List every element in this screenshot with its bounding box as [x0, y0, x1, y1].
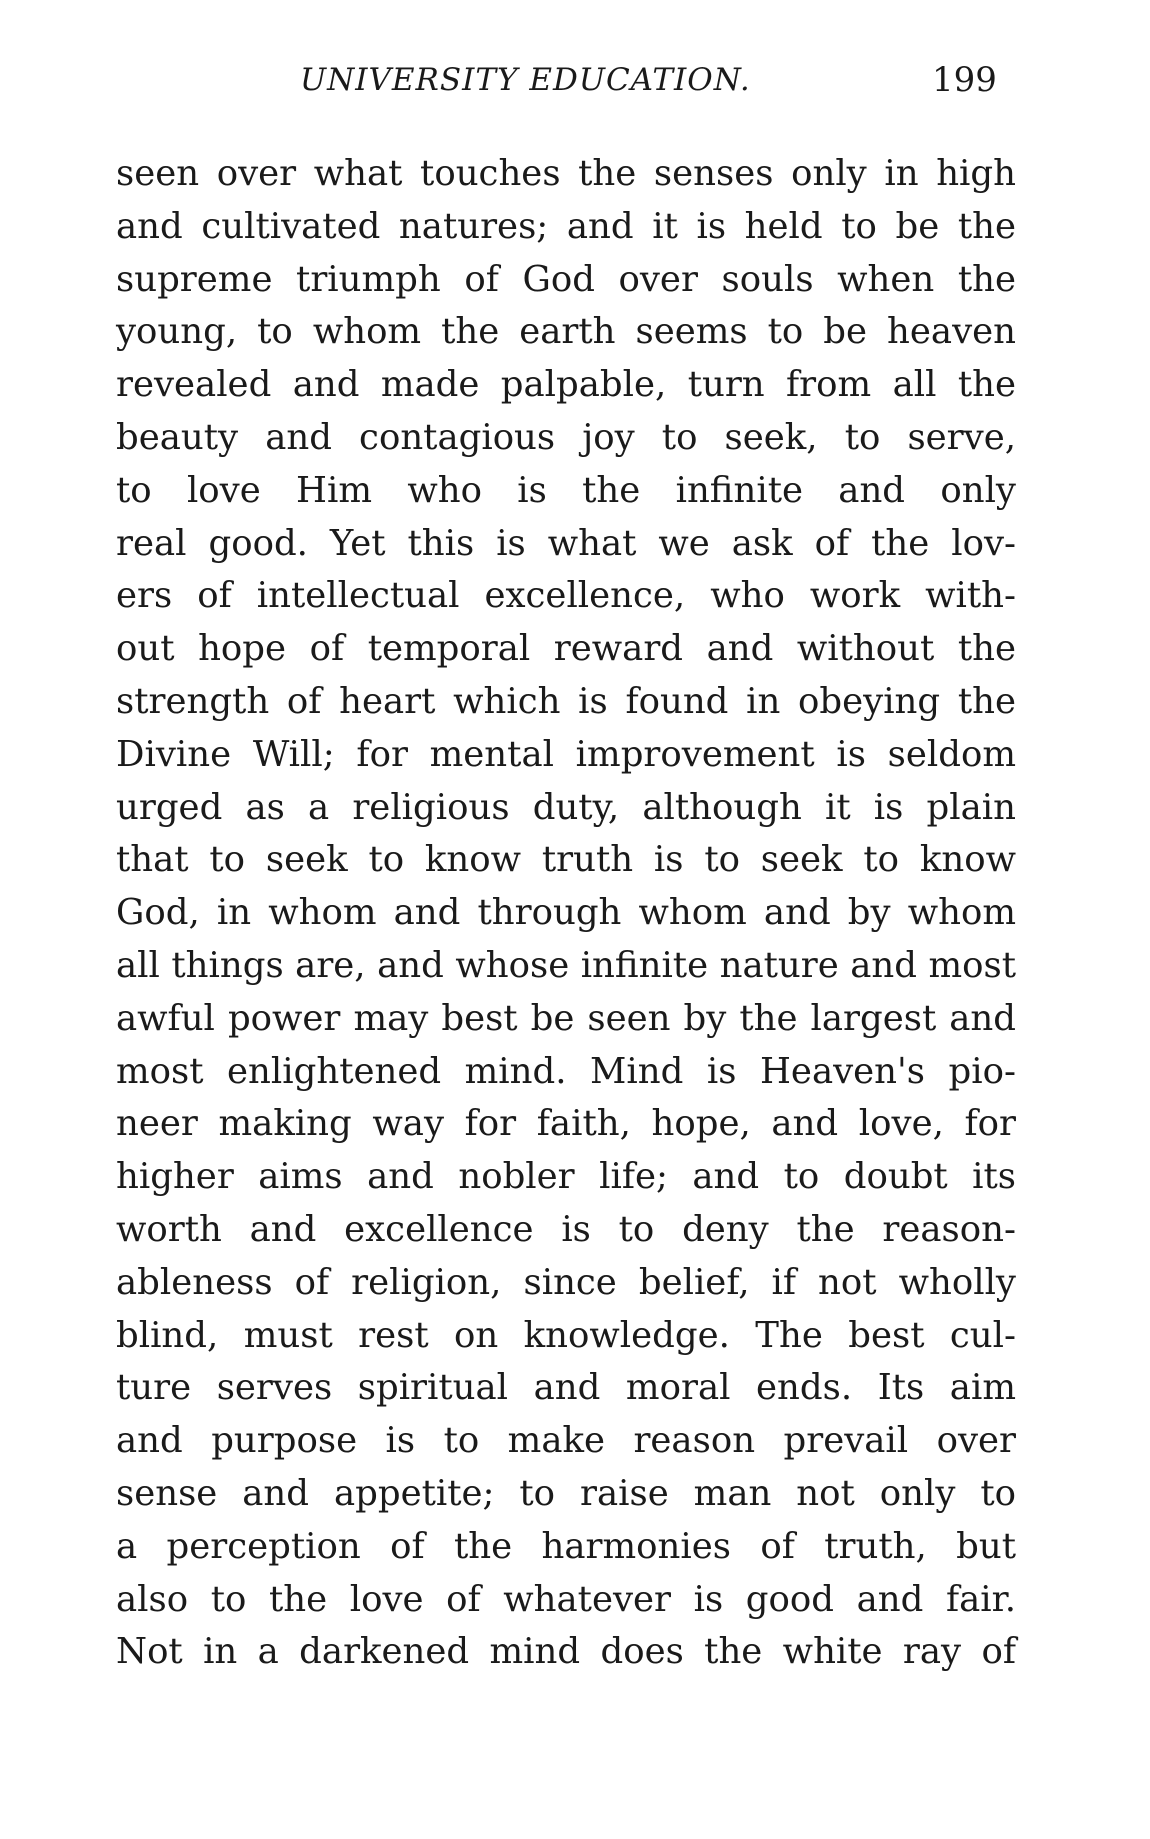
text-line: beauty and contagious joy to seek, to serve,	[116, 416, 1016, 458]
text-line: revealed and made palpable, turn from all the	[116, 364, 1016, 406]
text-line: and purpose is to make reason prevail over	[116, 1420, 1016, 1462]
text-line: out hope of temporal reward and without the	[116, 628, 1016, 670]
text-line: real good. Yet this is what we ask of the lov-	[116, 522, 1016, 564]
text-line: ture serves spiritual and moral ends. Its aim	[116, 1367, 1016, 1409]
text-line: blind, must rest on knowledge. The best cul-	[116, 1314, 1016, 1356]
text-line: neer making way for faith, hope, and love, for	[116, 1103, 1016, 1145]
text-line: strength of heart which is found in obeying the	[116, 680, 1016, 722]
text-line: urged as a religious duty, although it is plain	[116, 786, 1016, 828]
text-line: also to the love of whatever is good and fair.	[116, 1578, 1016, 1620]
text-line: Not in a darkened mind does the white ray of	[116, 1631, 1016, 1673]
text-line: Divine Will; for mental improvement is seldom	[116, 733, 1016, 775]
text-line: young, to whom the earth seems to be heaven	[116, 311, 1016, 353]
text-line: that to seek to know truth is to seek to know	[116, 839, 1016, 881]
text-line: seen over what touches the senses only in high	[116, 153, 1016, 194]
text-line: awful power may best be seen by the largest and	[116, 997, 1016, 1039]
text-line: God, in whom and through whom and by whom	[116, 892, 1016, 934]
text-line: to love Him who is the infinite and only	[116, 469, 1016, 511]
text-line: sense and appetite; to raise man not only to	[116, 1472, 1016, 1514]
page-number: 199	[932, 60, 997, 100]
text-line: higher aims and nobler life; and to doubt its	[116, 1156, 1016, 1198]
text-line: worth and excellence is to deny the reason-	[116, 1208, 1016, 1250]
running-head: UNIVERSITY EDUCATION.	[300, 62, 751, 98]
text-line: ableness of religion, since belief, if not wholly	[116, 1261, 1016, 1303]
text-line: and cultivated natures; and it is held to be the	[116, 205, 1016, 247]
text-line: most enlightened mind. Mind is Heaven's pio-	[116, 1050, 1016, 1092]
text-line: all things are, and whose infinite nature and most	[116, 944, 1016, 986]
text-line: supreme triumph of God over souls when the	[116, 258, 1016, 300]
text-line: ers of intellectual excellence, who work with-	[116, 575, 1016, 617]
text-line: a perception of the harmonies of truth, but	[116, 1525, 1016, 1567]
body-text	[116, 148, 1016, 1679]
